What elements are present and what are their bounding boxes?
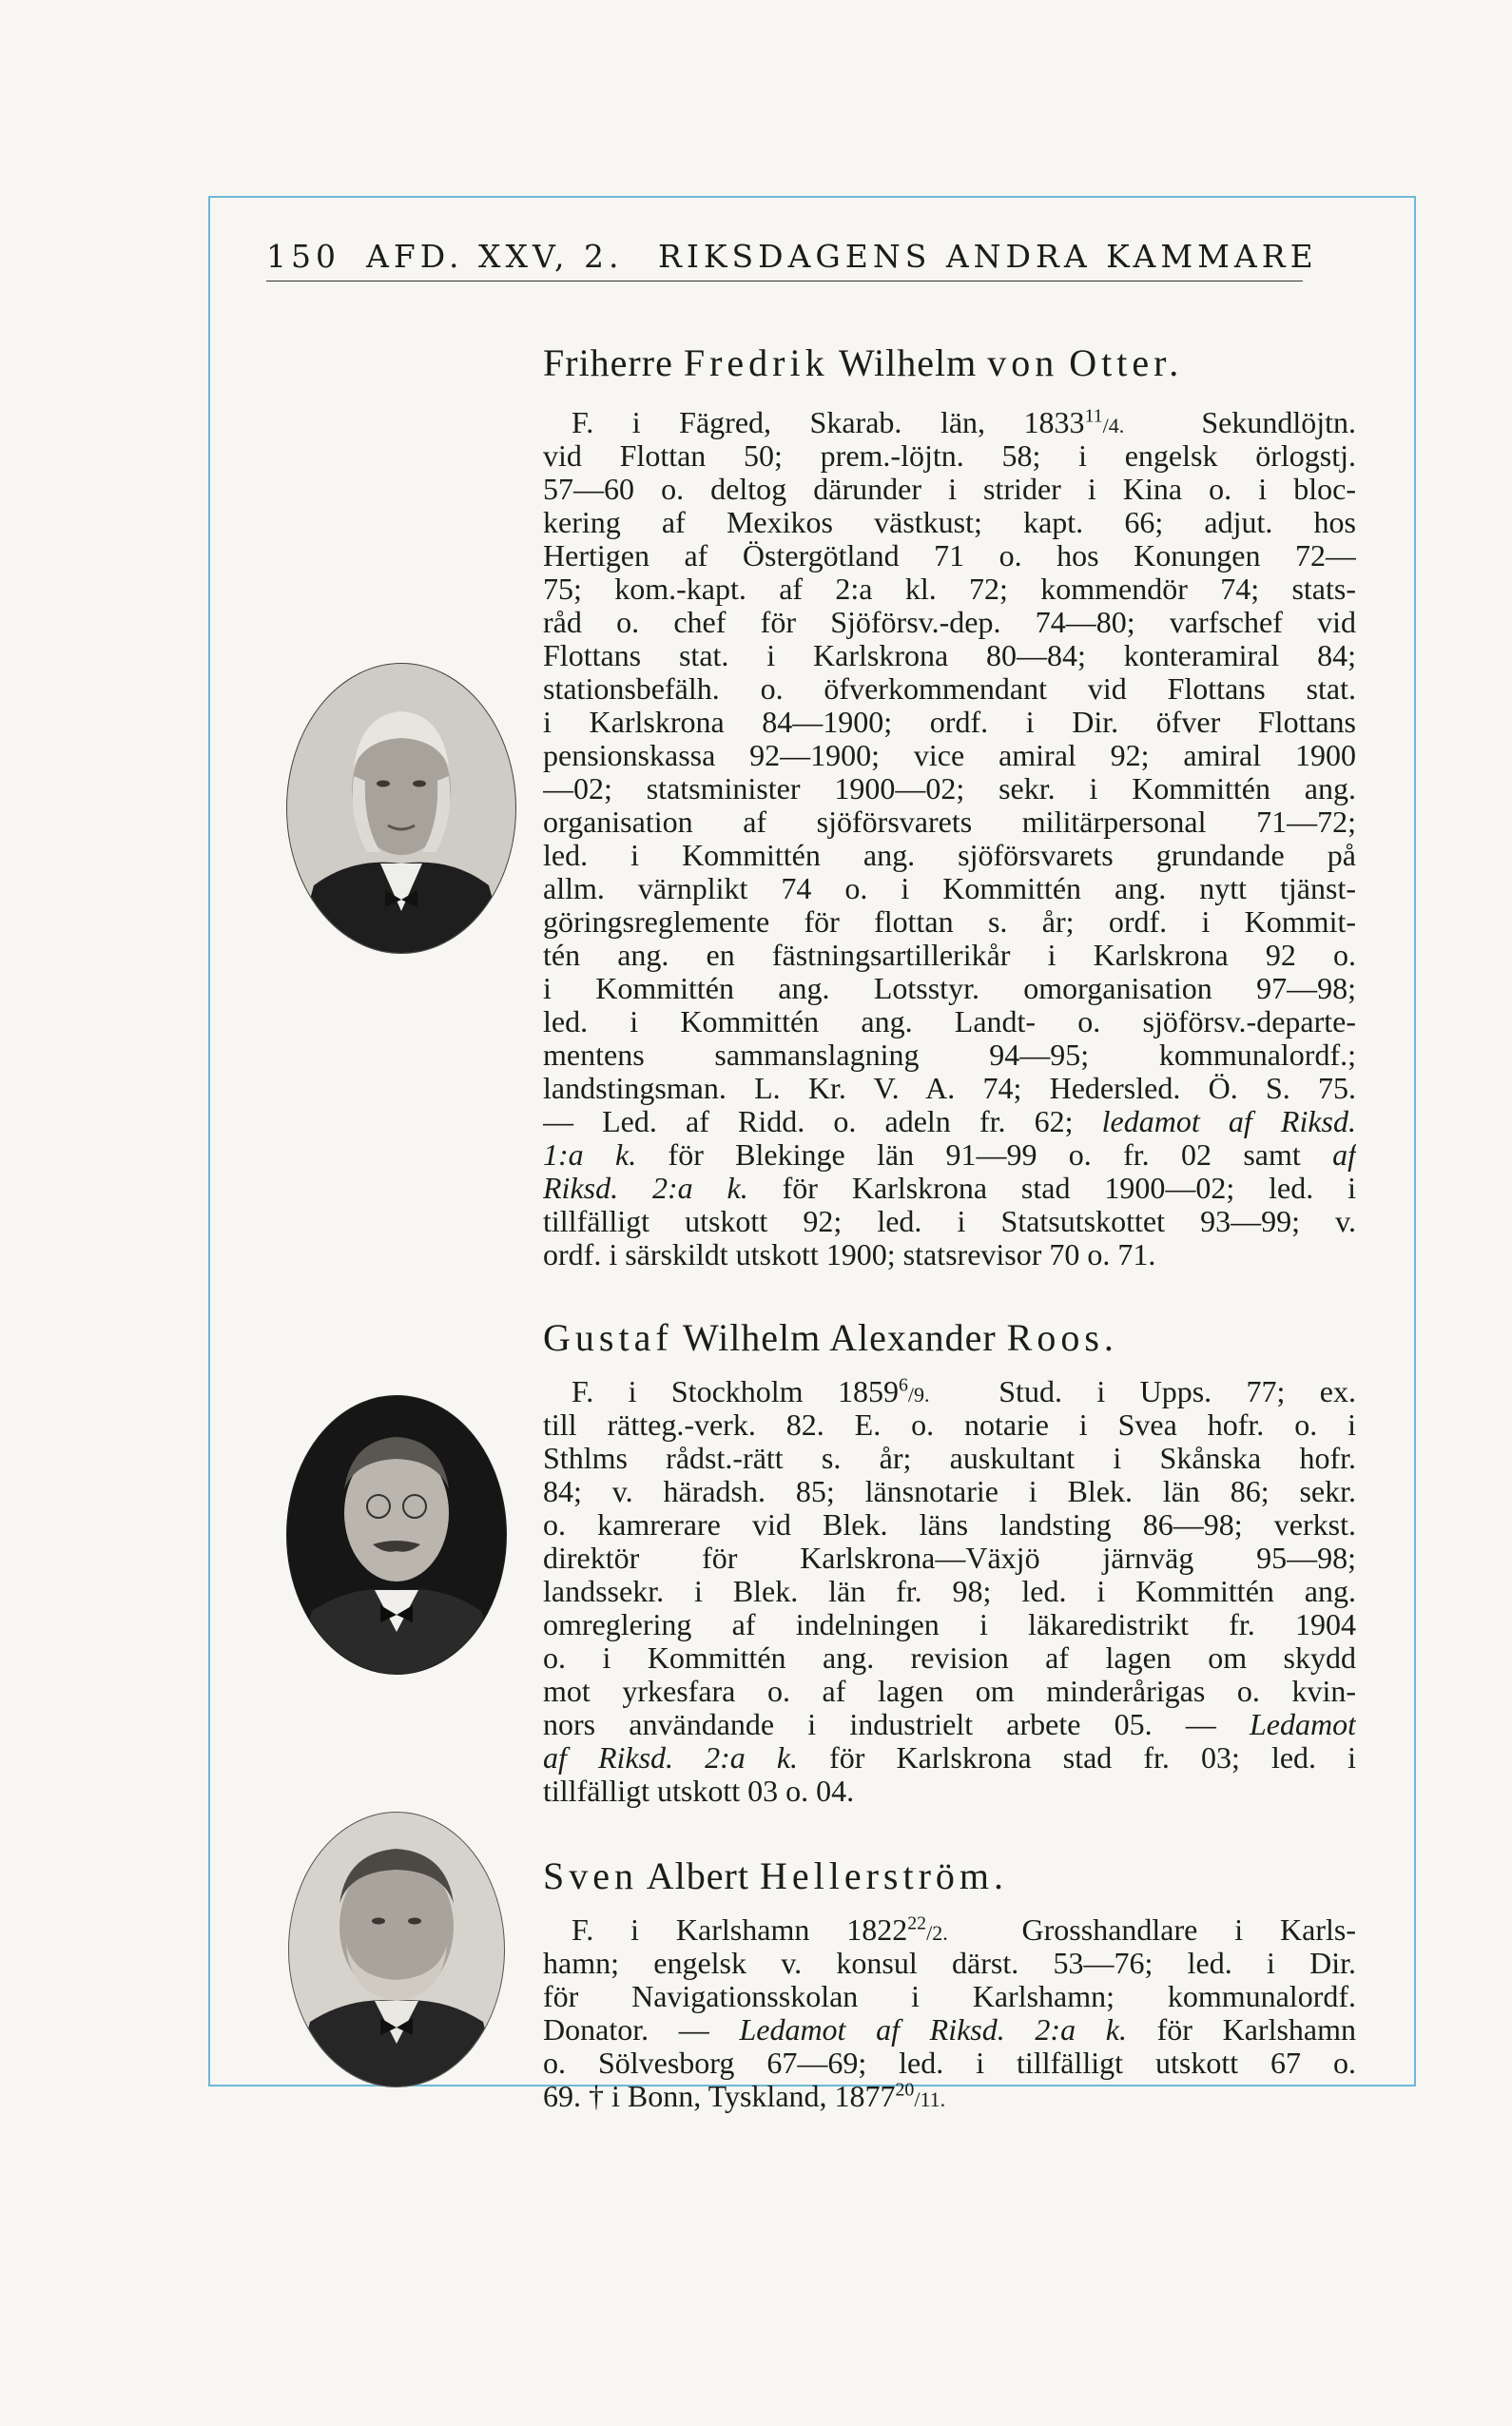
text-line: 1:a k. för Blekinge län 91—99 o. fr. 02 samt af <box>543 1138 1356 1172</box>
surname: Hellerström. <box>759 1854 1009 1897</box>
text-line: i Kommittén ang. Lotsstyr. omorganisation 97—98; <box>543 972 1356 1005</box>
text-line: Hertigen af Östergötland 71 o. hos Konungen 72— <box>543 539 1356 573</box>
text-line: pensionskassa 92—1900; vice amiral 92; amiral 1900 <box>543 739 1356 772</box>
given-name: Gustaf <box>543 1316 673 1359</box>
text-line: — Led. af Ridd. o. adeln fr. 62; ledamot af Riksd. <box>543 1105 1356 1138</box>
text-line: 84; v. häradsh. 85; länsnotarie i Blek. län 86; sekr. <box>543 1475 1356 1508</box>
text-line: Donator. — Ledamot af Riksd. 2:a k. för Karlshamn <box>543 2013 1356 2047</box>
chamber-title: RIKSDAGENS ANDRA KAMMARE <box>658 238 1318 275</box>
given-name-2: Albert <box>646 1854 749 1897</box>
text-line: råd o. chef för Sjöförsv.-dep. 74—80; varfschef vid <box>543 606 1356 639</box>
entry-heading <box>543 1853 1356 1898</box>
text-line: för Navigationsskolan i Karlshamn; kommunalordf. <box>543 1980 1356 2013</box>
text-line: göringsreglemente för flottan s. år; ordf. i Kommit- <box>543 905 1356 939</box>
text-line: af Riksd. 2:a k. för Karlskrona stad fr. 03; led. i <box>543 1741 1356 1775</box>
page-number: 150 <box>266 238 340 275</box>
text-line: F. i Fägred, Skarab. län, 1833$^{11}$/4. Sekundlöjtn. <box>572 406 1356 439</box>
text-line: stationsbefälh. o. öfverkommendant vid Flottans stat. <box>543 672 1356 706</box>
title-word: Friherre <box>543 341 673 384</box>
text-line: landstingsman. L. Kr. V. A. 74; Hedersled. Ö. S. 75. <box>543 1072 1356 1105</box>
text-line: Flottans stat. i Karlskrona 80—84; konteramiral 84; <box>543 639 1356 672</box>
text-line: 69. † i Bonn, Tyskland, 1877$^{20}$/11. <box>543 2080 946 2113</box>
given-name: Fredrik <box>683 341 829 384</box>
text-line: i Karlskrona 84—1900; ordf. i Dir. öfver Flottans <box>543 706 1356 739</box>
text-line: ordf. i särskildt utskott 1900; statsrevisor 70 o. 71. <box>543 1238 1156 1271</box>
text-line: led. i Kommittén ang. Landt- o. sjöförsv.-departe- <box>543 1005 1356 1038</box>
text-line: kering af Mexikos västkust; kapt. 66; adjut. hos <box>543 506 1356 539</box>
surname: Otter. <box>1069 341 1184 384</box>
text-line: nors användande i industrielt arbete 05. — Ledamot <box>543 1708 1356 1741</box>
text-line: Riksd. 2:a k. för Karlskrona stad 1900—02; led. i <box>543 1172 1356 1205</box>
entry-roos <box>543 1315 1356 1808</box>
text-line: F. i Stockholm 1859$^6$/9. Stud. i Upps. 77; ex. <box>572 1375 1356 1408</box>
running-header <box>266 238 1318 285</box>
text-line: tillfälligt utskott 03 o. 04. <box>543 1775 855 1808</box>
portrait-von-otter <box>285 662 517 955</box>
portrait-hellerstrom <box>287 1811 506 2088</box>
given-name-2: Wilhelm <box>682 1316 822 1359</box>
entry-von-otter <box>543 340 1356 1271</box>
portrait-roos <box>285 1394 508 1676</box>
given-name-3: Alexander <box>829 1316 997 1359</box>
text-line: direktör för Karlskrona—Växjö järnväg 95—98; <box>543 1542 1356 1575</box>
text-line: hamn; engelsk v. konsul därst. 53—76; led. i Dir. <box>543 1947 1356 1980</box>
text-line: till rätteg.-verk. 82. E. o. notarie i Svea hofr. o. i <box>543 1408 1356 1442</box>
text-line: mot yrkesfara o. af lagen om minderårigas o. kvin- <box>543 1675 1356 1708</box>
text-line: o. kamrerare vid Blek. läns landsting 86—98; verkst. <box>543 1508 1356 1542</box>
text-line: omreglering af indelningen i läkaredistrikt fr. 1904 <box>543 1608 1356 1641</box>
text-line: Sthlms rådst.-rätt s. år; auskultant i Skånska hofr. <box>543 1442 1356 1475</box>
text-line: o. i Kommittén ang. revision af lagen om skydd <box>543 1641 1356 1675</box>
text-line: mentens sammanslagning 94—95; kommunalordf.; <box>543 1038 1356 1072</box>
given-name-2: Wilhelm <box>838 341 978 384</box>
surname: Roos. <box>1006 1316 1118 1359</box>
entry-heading <box>543 1315 1356 1360</box>
text-line: F. i Karlshamn 1822$^{22}$/2. Grosshandlare i Karls- <box>572 1913 1356 1947</box>
text-line: organisation af sjöförsvarets militärpersonal 71—72; <box>543 805 1356 839</box>
text-line: 75; kom.-kapt. af 2:a kl. 72; kommendör 74; stats- <box>543 573 1356 606</box>
given-name: Sven <box>543 1854 638 1897</box>
text-line: landssekr. i Blek. län fr. 98; led. i Kommittén ang. <box>543 1575 1356 1608</box>
entry-heading <box>543 340 1356 385</box>
text-line: vid Flottan 50; prem.-löjtn. 58; i engelsk örlogstj. <box>543 439 1356 473</box>
name-particle: von <box>987 341 1059 384</box>
text-line: tén ang. en fästningsartillerikår i Karlskrona 92 o. <box>543 939 1356 972</box>
text-line: —02; statsminister 1900—02; sekr. i Kommittén ang. <box>543 772 1356 805</box>
text-line: o. Sölvesborg 67—69; led. i tillfälligt utskott 67 o. <box>543 2047 1356 2080</box>
text-line: tillfälligt utskott 92; led. i Statsutskottet 93—99; v. <box>543 1205 1356 1238</box>
section-label: AFD. XXV, 2. <box>366 238 624 275</box>
text-line: led. i Kommittén ang. sjöförsvarets grundande på <box>543 839 1356 872</box>
entry-hellerstrom <box>543 1853 1356 2113</box>
text-line: allm. värnplikt 74 o. i Kommittén ang. nytt tjänst- <box>543 872 1356 905</box>
text-line: 57—60 o. deltog därunder i strider i Kina o. i bloc- <box>543 473 1356 506</box>
